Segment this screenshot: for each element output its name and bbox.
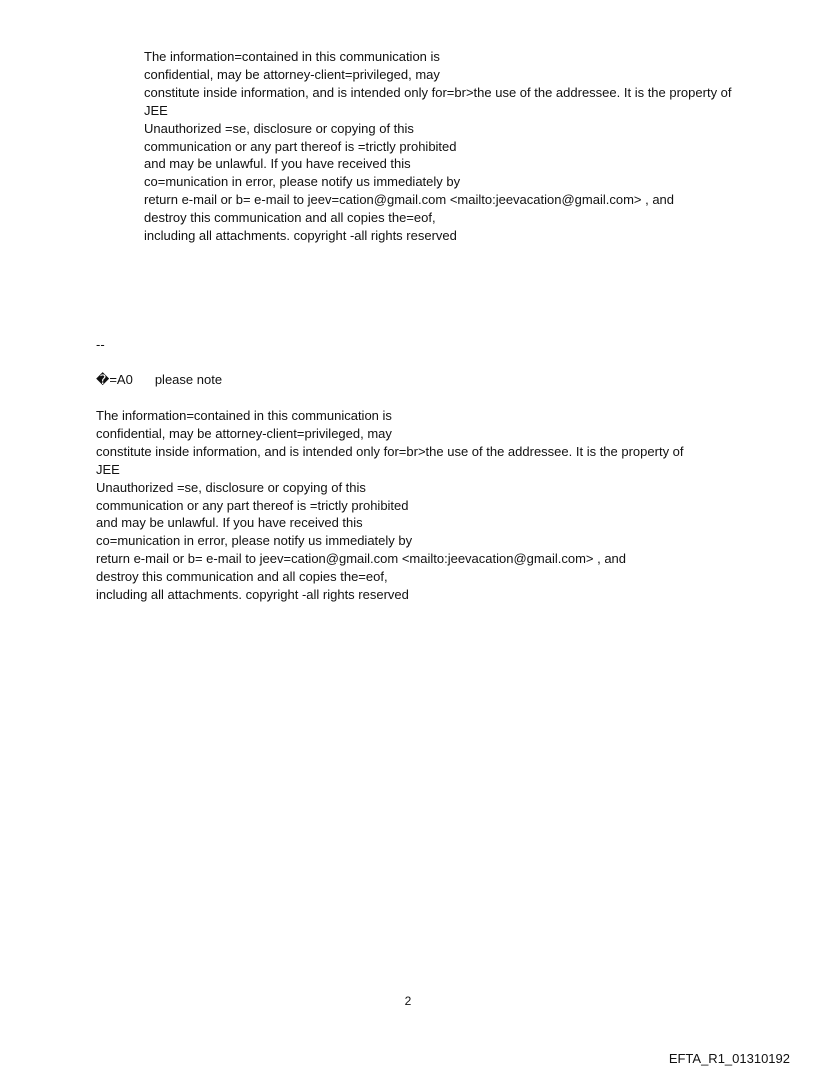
disclaimer-line: JEE [144, 102, 168, 118]
page-number: 2 [404, 994, 412, 1008]
disclaimer-line: JEE [96, 461, 120, 477]
disclaimer-line: and may be unlawful. If you have received this [144, 156, 411, 172]
disclaimer-line: confidential, may be attorney-client=privileged, may [96, 425, 392, 441]
disclaimer-line: destroy this communication and all copies the=eof, [96, 569, 388, 585]
disclaimer-line: and may be unlawful. If you have received this [96, 515, 363, 531]
disclaimer-line: Unauthorized =se, disclosure or copying of this [144, 120, 414, 136]
disclaimer-line: return e-mail or b= e-mail to jeev=cation@gmail.com <mailto:jeevacation@gmail.com> , and [144, 192, 675, 208]
disclaimer-line: The information=contained in this communication is [144, 49, 440, 64]
signature-separator: -- [96, 337, 105, 352]
disclaimer-line: constitute inside information, and is intended only for=br>the use of the addressee. It is the property of [144, 84, 732, 100]
disclaimer-line: confidential, may be attorney-client=privileged, may [144, 66, 440, 82]
disclaimer-block [96, 407, 684, 604]
disclaimer-line: including all attachments. copyright -all rights reserved [96, 587, 409, 603]
note-prefix: �=A0 [96, 372, 133, 387]
disclaimer-line: communication or any part thereof is =trictly prohibited [96, 497, 409, 513]
disclaimer-line: return e-mail or b= e-mail to jeev=cation@gmail.com <mailto:jeevacation@gmail.com> , and [96, 551, 627, 567]
disclaimer-line: co=munication in error, please notify us immediately by [144, 174, 461, 190]
disclaimer-line: Unauthorized =se, disclosure or copying of this [96, 479, 366, 495]
disclaimer-line: destroy this communication and all copies the=eof, [144, 210, 436, 226]
disclaimer-line: including all attachments. copyright -all rights reserved [144, 228, 457, 244]
disclaimer-line: The information=contained in this communication is [96, 408, 392, 423]
disclaimer-line: constitute inside information, and is intended only for=br>the use of the addressee. It is the property of [96, 443, 684, 459]
disclaimer-line: co=munication in error, please notify us immediately by [96, 533, 413, 549]
bates-number: EFTA_R1_01310192 [668, 1051, 790, 1066]
note-text: please note [154, 372, 223, 387]
disclaimer-block-indented [144, 48, 732, 245]
note-line [96, 371, 222, 389]
disclaimer-line: communication or any part thereof is =trictly prohibited [144, 138, 457, 154]
